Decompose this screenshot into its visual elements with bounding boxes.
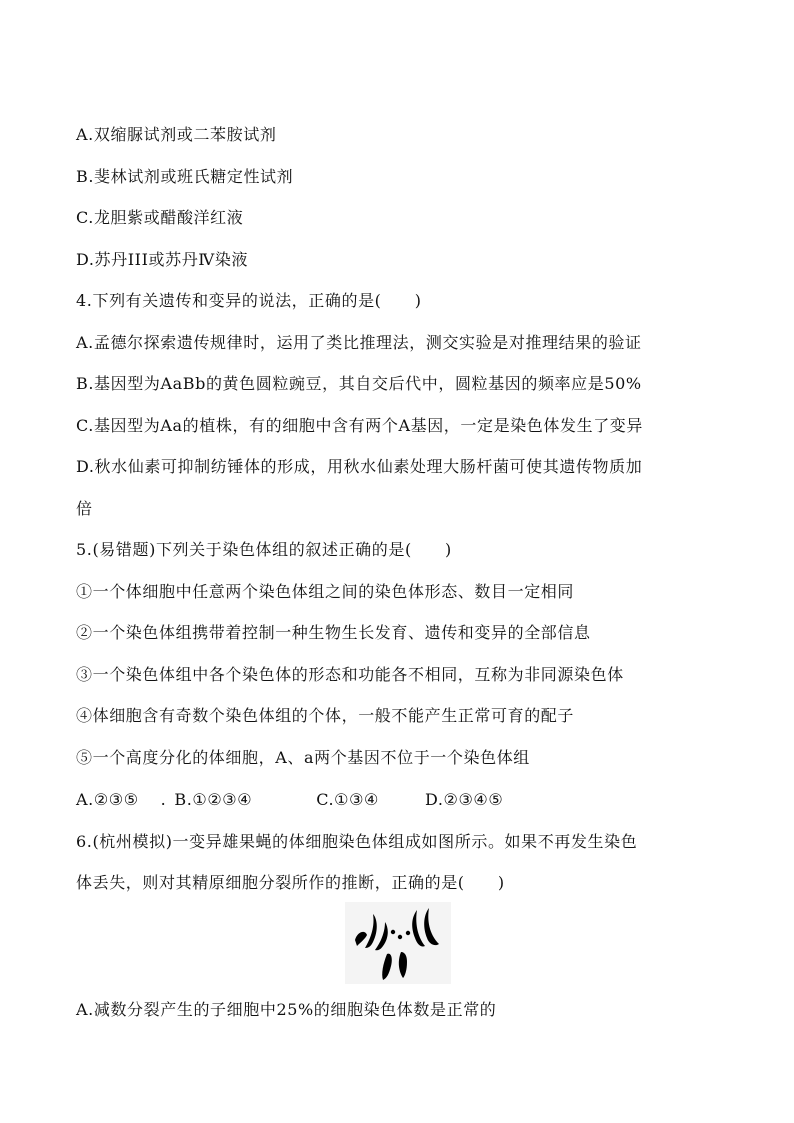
q5-stem: 5.(易错题)下列关于染色体组的叙述正确的是( ) xyxy=(76,540,452,559)
q5-statement-2: ②一个染色体组携带着控制一种生物生长发育、遗传和变异的全部信息 xyxy=(76,623,591,642)
chromosome-figure xyxy=(345,902,451,984)
q6-option-a: A.减数分裂产生的子细胞中25%的细胞染色体数是正常的 xyxy=(76,1000,497,1019)
q3-option-b: B.斐林试剂或班氏糖定性试剂 xyxy=(76,167,294,186)
q3-option-a: A.双缩脲试剂或二苯胺试剂 xyxy=(76,125,277,144)
q5-statement-1: ①一个体细胞中任意两个染色体组之间的染色体形态、数目一定相同 xyxy=(76,582,575,601)
q4-option-d-cont: 倍 xyxy=(76,499,93,518)
q5-choice-c: C.①③④ xyxy=(316,790,379,809)
q5-choices xyxy=(76,790,503,810)
q5-statement-5: ⑤一个高度分化的体细胞，A、a两个基因不位于一个染色体组 xyxy=(76,748,530,767)
q5-choice-d: D.②③④⑤ xyxy=(424,790,504,809)
q5-choice-b: B.①②③④ xyxy=(174,790,253,809)
q4-option-d: D.秋水仙素可抑制纺锤体的形成，用秋水仙素处理大肠杆菌可使其遗传物质加 xyxy=(76,457,643,476)
q5-statement-3: ③一个染色体组中各个染色体的形态和功能各不相同，互称为非同源染色体 xyxy=(76,665,624,684)
chromosome-dot-3 xyxy=(406,931,410,935)
q5-statement-4: ④体细胞含有奇数个染色体组的个体，一般不能产生正常可育的配子 xyxy=(76,706,575,725)
q4-stem: 4.下列有关遗传和变异的说法，正确的是( ) xyxy=(76,291,422,310)
chromosome-dot-1 xyxy=(391,930,395,934)
q6-stem-line1: 6.(杭州模拟)一变异雄果蝇的体细胞染色体组成如图所示。如果不再发生染色 xyxy=(76,832,638,851)
q5-choice-dot: . xyxy=(160,790,167,809)
q3-option-d: D.苏丹III或苏丹Ⅳ染液 xyxy=(76,250,249,269)
q6-stem-line2: 体丢失，则对其精原细胞分裂所作的推断，正确的是( ) xyxy=(76,873,505,892)
chromosome-dot-2 xyxy=(398,935,402,939)
q4-option-a: A.孟德尔探索遗传规律时，运用了类比推理法，测交实验是对推理结果的验证 xyxy=(76,333,642,352)
q4-option-b: B.基因型为AaBb的黄色圆粒豌豆，其自交后代中，圆粒基因的频率应是50% xyxy=(76,374,642,393)
q5-choice-a: A.②③⑤ xyxy=(76,790,139,809)
q4-option-c: C.基因型为Aa的植株，有的细胞中含有两个A基因，一定是染色体发生了变异 xyxy=(76,416,644,435)
q3-option-c: C.龙胆紫或醋酸洋红液 xyxy=(76,208,244,227)
